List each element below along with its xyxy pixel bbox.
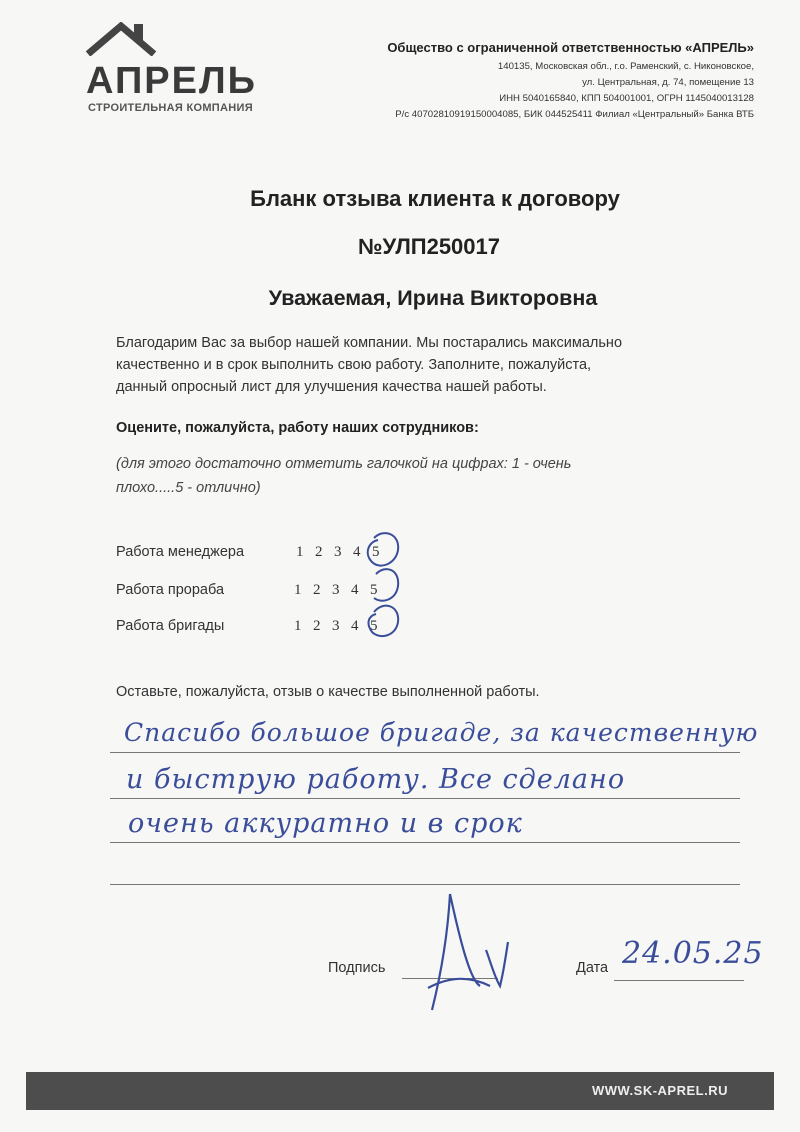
rating-hint-line: плохо.....5 - отлично)	[116, 480, 261, 496]
review-text-line: очень аккуратно и в срок	[128, 808, 523, 839]
company-bank-details: Р/с 40702810919150004085, БИК 044525411 Филиал «Центральный» Банка ВТБ	[395, 109, 754, 120]
rating-option-1[interactable]: 1	[294, 618, 302, 634]
circle-mark-crew	[369, 606, 399, 636]
rating-option-3[interactable]: 3	[332, 618, 340, 634]
date-value: 24.05.25	[622, 936, 764, 971]
greeting: Уважаемая, Ирина Викторовна	[268, 286, 598, 310]
date-line	[614, 980, 744, 981]
circle-mark-foreman	[374, 569, 398, 601]
rating-option-1[interactable]: 1	[296, 544, 304, 560]
company-address-line: 140135, Московская обл., г.о. Раменский, с. Никоновское,	[497, 61, 754, 72]
rating-option-5[interactable]: 5	[370, 618, 378, 634]
review-line	[110, 842, 740, 843]
review-line	[110, 752, 740, 753]
review-line	[110, 884, 740, 885]
rating-hint-line: (для этого достаточно отметить галочкой на цифрах: 1 - очень	[116, 456, 572, 472]
rating-option-3[interactable]: 3	[332, 582, 340, 598]
footer-website[interactable]: WWW.SK-APREL.RU	[591, 1083, 728, 1098]
logo-subtitle: СТРОИТЕЛЬНАЯ КОМПАНИЯ	[88, 102, 253, 114]
rating-option-5[interactable]: 5	[370, 582, 378, 598]
rating-option-3[interactable]: 3	[334, 544, 342, 560]
company-details	[304, 40, 754, 123]
rating-option-4[interactable]: 4	[353, 544, 361, 560]
rating-option-2[interactable]: 2	[313, 582, 321, 598]
rating-heading: Оцените, пожалуйста, работу наших сотрудников:	[116, 420, 479, 436]
rating-label: Работа бригады	[116, 618, 225, 634]
circle-mark-manager	[368, 533, 398, 565]
rating-option-4[interactable]: 4	[351, 618, 359, 634]
form-title: Бланк отзыва клиента к договору	[250, 186, 620, 211]
signature-label: Подпись	[328, 960, 386, 976]
selection-circle-marks	[360, 528, 420, 648]
company-address-line: ул. Центральная, д. 74, помещение 13	[582, 77, 754, 88]
logo-name: АПРЕЛЬ	[86, 60, 257, 102]
signature-mark	[410, 890, 520, 1020]
rating-option-4[interactable]: 4	[351, 582, 359, 598]
review-text-line: и быструю работу. Все сделано	[126, 764, 626, 795]
rating-label: Работа менеджера	[116, 544, 245, 560]
intro-line: данный опросный лист для улучшения качества нашей работы.	[116, 379, 547, 395]
rating-option-5[interactable]: 5	[372, 544, 380, 560]
intro-paragraph	[116, 332, 756, 398]
roof-icon	[86, 22, 156, 56]
intro-line: качественно и в срок выполнить свою работу. Заполните, пожалуйста,	[116, 357, 592, 373]
rating-hint	[116, 452, 716, 500]
rating-option-1[interactable]: 1	[294, 582, 302, 598]
rating-option-2[interactable]: 2	[313, 618, 321, 634]
review-heading: Оставьте, пожалуйста, отзыв о качестве выполненной работы.	[116, 684, 540, 700]
rating-label: Работа прораба	[116, 582, 225, 598]
footer-bar	[26, 1072, 774, 1110]
date-label: Дата	[576, 960, 609, 976]
company-name: Общество с ограниченной ответственностью «АПРЕЛЬ»	[387, 40, 754, 55]
rating-option-2[interactable]: 2	[315, 544, 323, 560]
company-logo	[86, 22, 286, 122]
review-line	[110, 798, 740, 799]
intro-line: Благодарим Вас за выбор нашей компании. Мы постарались максимально	[116, 335, 623, 351]
contract-number: №УЛП250017	[357, 234, 501, 259]
review-text-line: Спасибо большое бригаде, за качественную	[124, 718, 759, 747]
company-tax-ids: ИНН 5040165840, КПП 504001001, ОГРН 1145040013128	[499, 93, 754, 104]
